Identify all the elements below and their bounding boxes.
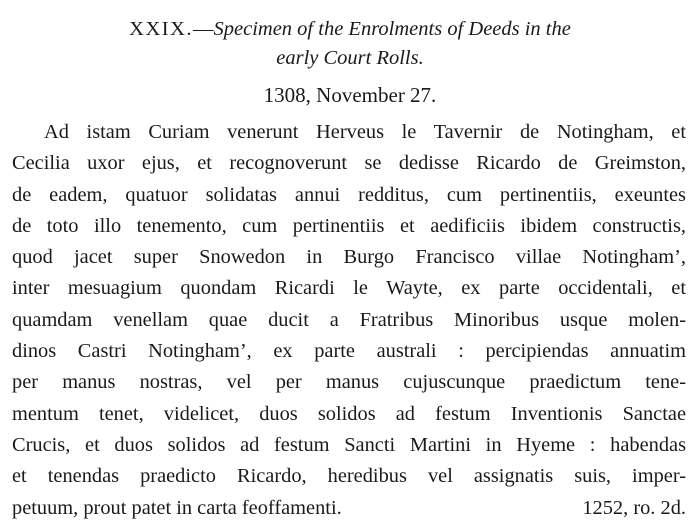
heading-title-line-2: early Court Rolls.	[276, 47, 424, 69]
roll-reference: 1252, ro. 2d.	[582, 496, 686, 519]
section-heading-continued	[0, 45, 700, 71]
text-line: Crucis, et duos solidos ad festum Sancti Martini in Hyeme : habendas	[12, 433, 686, 456]
text-line: quod jacet super Snowedon in Burgo Francisco villae Notingham’,	[12, 246, 686, 269]
text-line: per manus nostras, vel per manus cujuscunque praedictum tene-	[12, 371, 686, 394]
text-line: mentum tenet, videlicet, duos solidos ad festum Inventionis Sanctae	[12, 402, 686, 425]
final-text-line	[12, 493, 686, 524]
final-text: petuum, prout patet in carta feoffamenti.	[12, 496, 342, 519]
text-line: Cecilia uxor ejus, et recognoverunt se dedisse Ricardo de Greimston,	[12, 152, 686, 175]
text-line: et tenendas praedicto Ricardo, heredibus vel assignatis suis, imper-	[12, 465, 686, 488]
text-line: Ad istam Curiam venerunt Herveus le Tavernir de Notingham, et	[44, 121, 686, 143]
text-line: inter mesuagium quondam Ricardi le Wayte, ex parte occidentali, et	[12, 277, 686, 300]
text-line: de eadem, quatuor solidatas annui redditus, cum pertinentiis, exeuntes	[12, 183, 686, 206]
section-numeral: XXIX.	[129, 18, 194, 40]
section-heading	[0, 16, 700, 42]
heading-title-line-1: Specimen of the Enrolments of Deeds in the	[213, 18, 571, 40]
heading-dash: —	[193, 18, 214, 40]
deed-date: 1308, November 27.	[263, 83, 437, 107]
text-line: dinos Castri Notingham’, ex parte australi : percipiendas annuatim	[12, 340, 686, 363]
text-line: de toto illo tenemento, cum pertinentiis et aedificiis ibidem constructis,	[12, 214, 686, 237]
deed-text	[12, 117, 686, 524]
text-line: quamdam venellam quae ducit a Fratribus Minoribus usque molen-	[12, 308, 686, 331]
